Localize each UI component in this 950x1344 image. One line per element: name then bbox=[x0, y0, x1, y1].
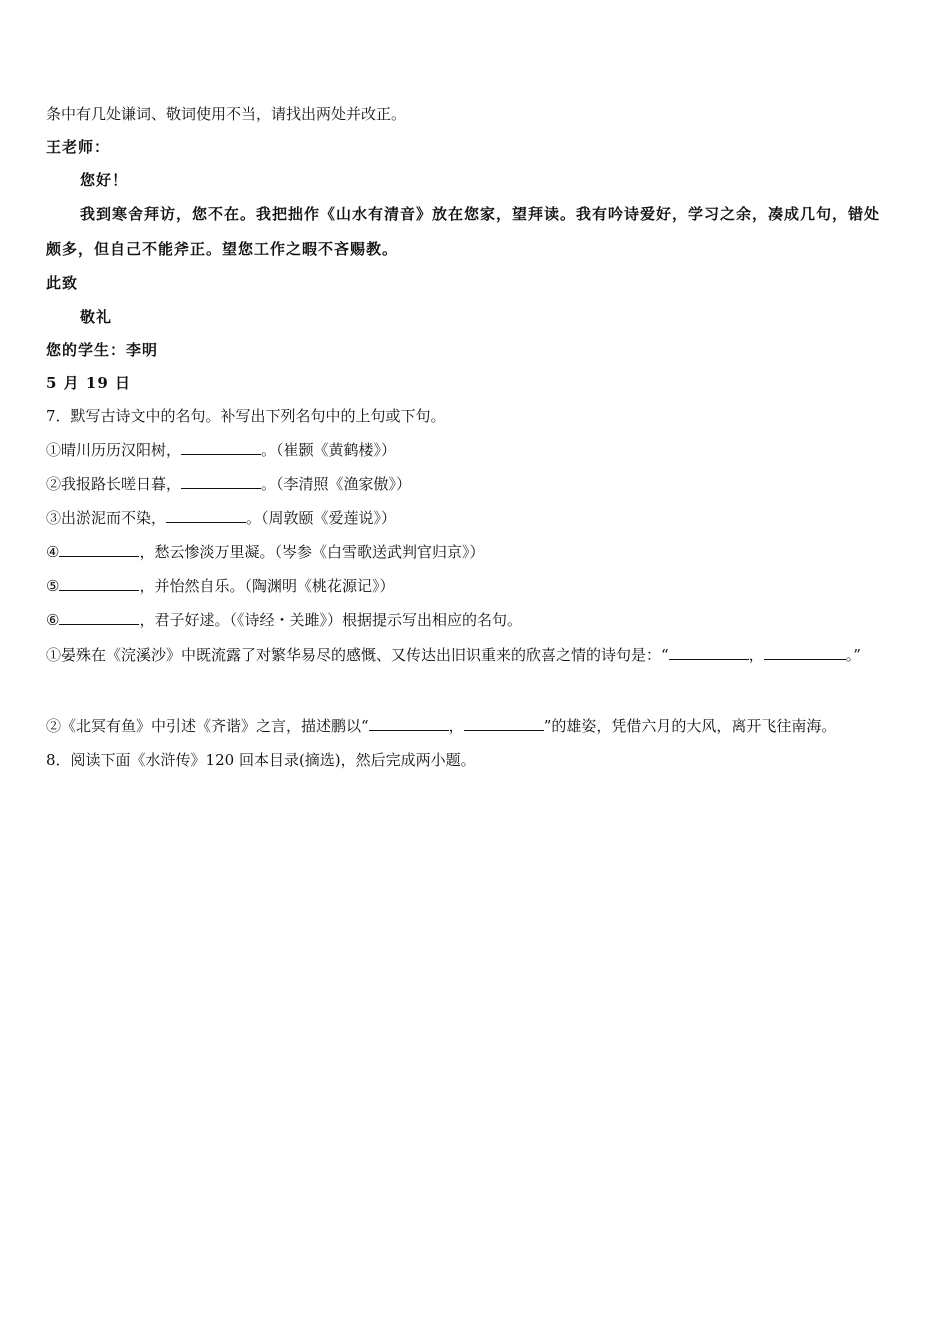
q7-item-3-after: 。（周敦颐《爱莲说》） bbox=[246, 509, 397, 527]
q7-item-1-after: 。（崔颢《黄鹤楼》） bbox=[261, 441, 397, 459]
answer-blank[interactable] bbox=[181, 440, 261, 455]
q7-sub-1-after: 。” bbox=[845, 646, 861, 664]
q7-sub-2-before: ②《北冥有鱼》中引述《齐谐》之言，描述鹏以“ bbox=[46, 717, 369, 735]
q7-sub-1-mid: ， bbox=[748, 646, 764, 664]
q7-item-2 bbox=[46, 474, 411, 494]
q7-sub-2 bbox=[46, 716, 836, 736]
q7-item-6 bbox=[46, 610, 522, 630]
answer-blank[interactable] bbox=[764, 645, 834, 660]
answer-blank[interactable] bbox=[59, 610, 139, 625]
letter-closing-1: 此致 bbox=[46, 274, 79, 292]
q7-item-4-before: ④ bbox=[46, 543, 60, 561]
q7-item-3-before: ③出淤泥而不染， bbox=[46, 509, 167, 527]
q7-item-4-after: ，愁云惨淡万里凝。（岑参《白雪歌送武判官归京》） bbox=[139, 543, 485, 561]
letter-intro: 条中有几处谦词、敬词使用不当，请找出两处并改正。 bbox=[46, 105, 407, 123]
q7-item-6-before: ⑥ bbox=[46, 611, 60, 629]
q7-sub-2-mid: ， bbox=[448, 717, 464, 735]
q7-item-1-before: ①晴川历历汉阳树， bbox=[46, 441, 182, 459]
q7-item-2-after: 。（李清照《渔家傲》） bbox=[261, 475, 412, 493]
question-8-prompt: 8．阅读下面《水浒传》120 回本目录(摘选)，然后完成两小题。 bbox=[46, 751, 476, 769]
letter-closing-2: 敬礼 bbox=[80, 308, 113, 326]
answer-blank[interactable] bbox=[464, 716, 544, 731]
letter-body-line-1: 我到寒舍拜访，您不在。我把拙作《山水有清音》放在您家，望拜读。我有吟诗爱好，学习之余，凑成几句，错处 bbox=[80, 205, 881, 223]
q7-item-3 bbox=[46, 508, 396, 528]
answer-blank[interactable] bbox=[59, 542, 139, 557]
q7-item-5 bbox=[46, 576, 394, 596]
answer-blank[interactable] bbox=[669, 645, 749, 660]
answer-blank[interactable] bbox=[59, 576, 139, 591]
letter-body-line-2: 颇多，但自己不能斧正。望您工作之暇不吝赐教。 bbox=[46, 240, 399, 258]
answer-blank[interactable] bbox=[166, 508, 246, 523]
letter-signature: 您的学生：李明 bbox=[46, 341, 159, 359]
q7-sub-1-before: ①晏殊在《浣溪沙》中既流露了对繁华易尽的感慨、又传达出旧识重来的欣喜之情的诗句是：“ bbox=[46, 646, 669, 664]
q7-sub-2-after: ”的雄姿，凭借六月的大风，离开飞往南海。 bbox=[543, 717, 837, 735]
q7-sub-1 bbox=[46, 638, 908, 672]
answer-blank[interactable] bbox=[369, 716, 449, 731]
q7-item-5-after: ，并怡然自乐。（陶渊明《桃花源记》） bbox=[139, 577, 395, 595]
question-7-prompt: 7．默写古诗文中的名句。补写出下列名句中的上句或下句。 bbox=[46, 407, 446, 425]
answer-blank[interactable] bbox=[181, 474, 261, 489]
q7-item-6-after: ，君子好逑。（《诗经・关雎》）根据提示写出相应的名句。 bbox=[139, 611, 522, 629]
letter-greeting: 您好！ bbox=[80, 171, 129, 189]
q7-item-2-before: ②我报路长嗟日暮， bbox=[46, 475, 182, 493]
q7-item-1 bbox=[46, 440, 396, 460]
letter-salutation: 王老师： bbox=[46, 138, 111, 156]
answer-blank-continued[interactable] bbox=[834, 645, 846, 660]
letter-date: 5 月 19 日 bbox=[46, 374, 131, 392]
q7-item-4 bbox=[46, 542, 484, 562]
q7-item-5-before: ⑤ bbox=[46, 577, 60, 595]
